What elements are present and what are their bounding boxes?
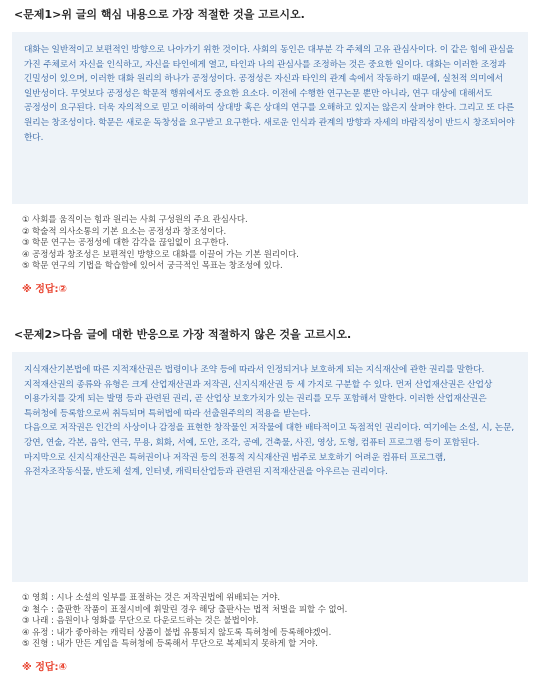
question-2-passage-paragraph-2: 다음으로 저작권은 인간의 사상이나 감정을 표현한 창작물인 저작물에 대한 배타적이고 독점적인 권리이다. 여기에는 소설, 시, 논문, 강연, 연술, 각본, 음악, 연극, 무용, 회화, 서예, 도안, 조각, 공예, 건축물, 사진, 영상, 도형, 컴퓨터 프로그램 등이 포함된다. 마지막으로 신지식재산권은 특허권이나 저작권 등의 전통적 지식재산권 범주로 보호하기 어려운 컴퓨터 프로그램, 유전자조작동식물, 반도체 설계, 인터넷, 캐릭터산업등과 관련된 지적재산권을 아우르는 권리이다.	[24, 423, 515, 478]
choice-item[interactable]: ② 철수 : 출판한 작품이 표절시비에 휘말린 경우 해당 출판사는 법적 처벌을 피할 수 없어.	[22, 603, 348, 614]
question-2-choices	[12, 592, 528, 650]
question-2-answer: ※ 정답:④	[22, 661, 67, 673]
question-1	[12, 6, 528, 295]
choice-item[interactable]: ③ 나래 : 음원이나 영화를 무단으로 다운로드하는 것은 불법이야.	[22, 615, 259, 626]
question-1-answer: ※ 정답:②	[22, 283, 67, 295]
choice-item[interactable]: ④ 공정성과 창조성은 보편적인 방향으로 대화를 이끌어 가는 기본 원리이다.	[22, 248, 299, 259]
question-2	[12, 326, 528, 673]
choice-item[interactable]: ⑤ 학문 연구의 기법을 학습함에 있어서 궁극적인 목표는 창조성에 있다.	[22, 260, 283, 271]
choice-item[interactable]: ② 학술적 의사소통의 기본 요소는 공정성과 창조성이다.	[22, 225, 227, 236]
choice-item[interactable]: ⑤ 진형 : 내가 만든 게임을 특허청에 등록해서 무단으로 복제되지 못하게 할 거야.	[22, 638, 318, 649]
choice-item[interactable]: ④ 유정 : 내가 좋아하는 캐릭터 상품이 불법 유통되지 않도록 특허청에 등록해야겠어.	[22, 626, 332, 637]
question-1-title: <문제1>위 글의 핵심 내용으로 가장 적절한 것을 고르시오.	[14, 8, 305, 21]
question-2-passage	[12, 352, 528, 582]
question-1-passage	[12, 32, 528, 204]
choice-item[interactable]: ① 영희 : 시나 소설의 일부를 표절하는 것은 저작권법에 위배되는 거야.	[22, 592, 281, 602]
question-1-passage-text: 대화는 일반적이고 보편적인 방향으로 나아가기 위한 것이다. 사회의 동인은 대부분 각 주체의 고유 관심사이다. 이 같은 힘에 관심을 가진 주체로서 자신을 인식하고, 자신을 타인에게 열고, 타인과 나의 관심사를 조정하는 것은 중요한 일이다. 대화는 이러한 조정과 긴밀성이 있으며, 이러한 대화 원리의 하나가 공정성이다. 공정성은 자신과 타인의 관계 속에서 작동하기 때문에, 실천적 의미에서 일반성이다. 무엇보다 공정성은 학문적 행위에서도 중요한 요소다. 이전에 수행한 연구논문 뿐만 아니라, 연구 대상에 대해서도 공정성이 요구된다. 더욱 자의적으로 믿고 이해하여 상대방 혹은 상대의 연구를 오해하고 있지는 않은지 살펴야 한다. 그리고 또 다른 원리는 창조성이다. 학문은 새로운 독창성을 요구받고 요구한다. 새로운 인식과 관계의 방향과 자세의 바람직성이 반드시 창조되어야 한다.	[24, 45, 515, 143]
question-2-passage-paragraph-1: 지식재산기본법에 따른 지적재산권은 법령이나 조약 등에 따라서 인정되거나 보호하게 되는 지식재산에 관한 권리를 말한다. 지적재산권의 종류와 유형은 크게 산업재산권과 저작권, 신지식재산권 등 세 가지로 구분할 수 있다. 먼저 산업재산권은 산업상 이용가치를 갖게 되는 발명 등과 관련된 권리, 곧 산업상 보호가치가 있는 권리를 모두 포함해서 말한다. 이러한 산업재산권은 특허청에 등록함으로써 취득되며 특허법에 따라 선출원주의의 적용을 받는다.	[24, 365, 493, 419]
question-1-choices	[12, 214, 528, 272]
question-2-title: <문제2>다음 글에 대한 반응으로 가장 적절하지 않은 것을 고르시오.	[14, 328, 352, 341]
choice-item[interactable]: ① 사회를 움직이는 힘과 원리는 사회 구성원의 주요 관심사다.	[22, 214, 248, 224]
choice-item[interactable]: ③ 학문 연구는 공정성에 대한 감각을 끊임없이 요구한다.	[22, 237, 229, 248]
